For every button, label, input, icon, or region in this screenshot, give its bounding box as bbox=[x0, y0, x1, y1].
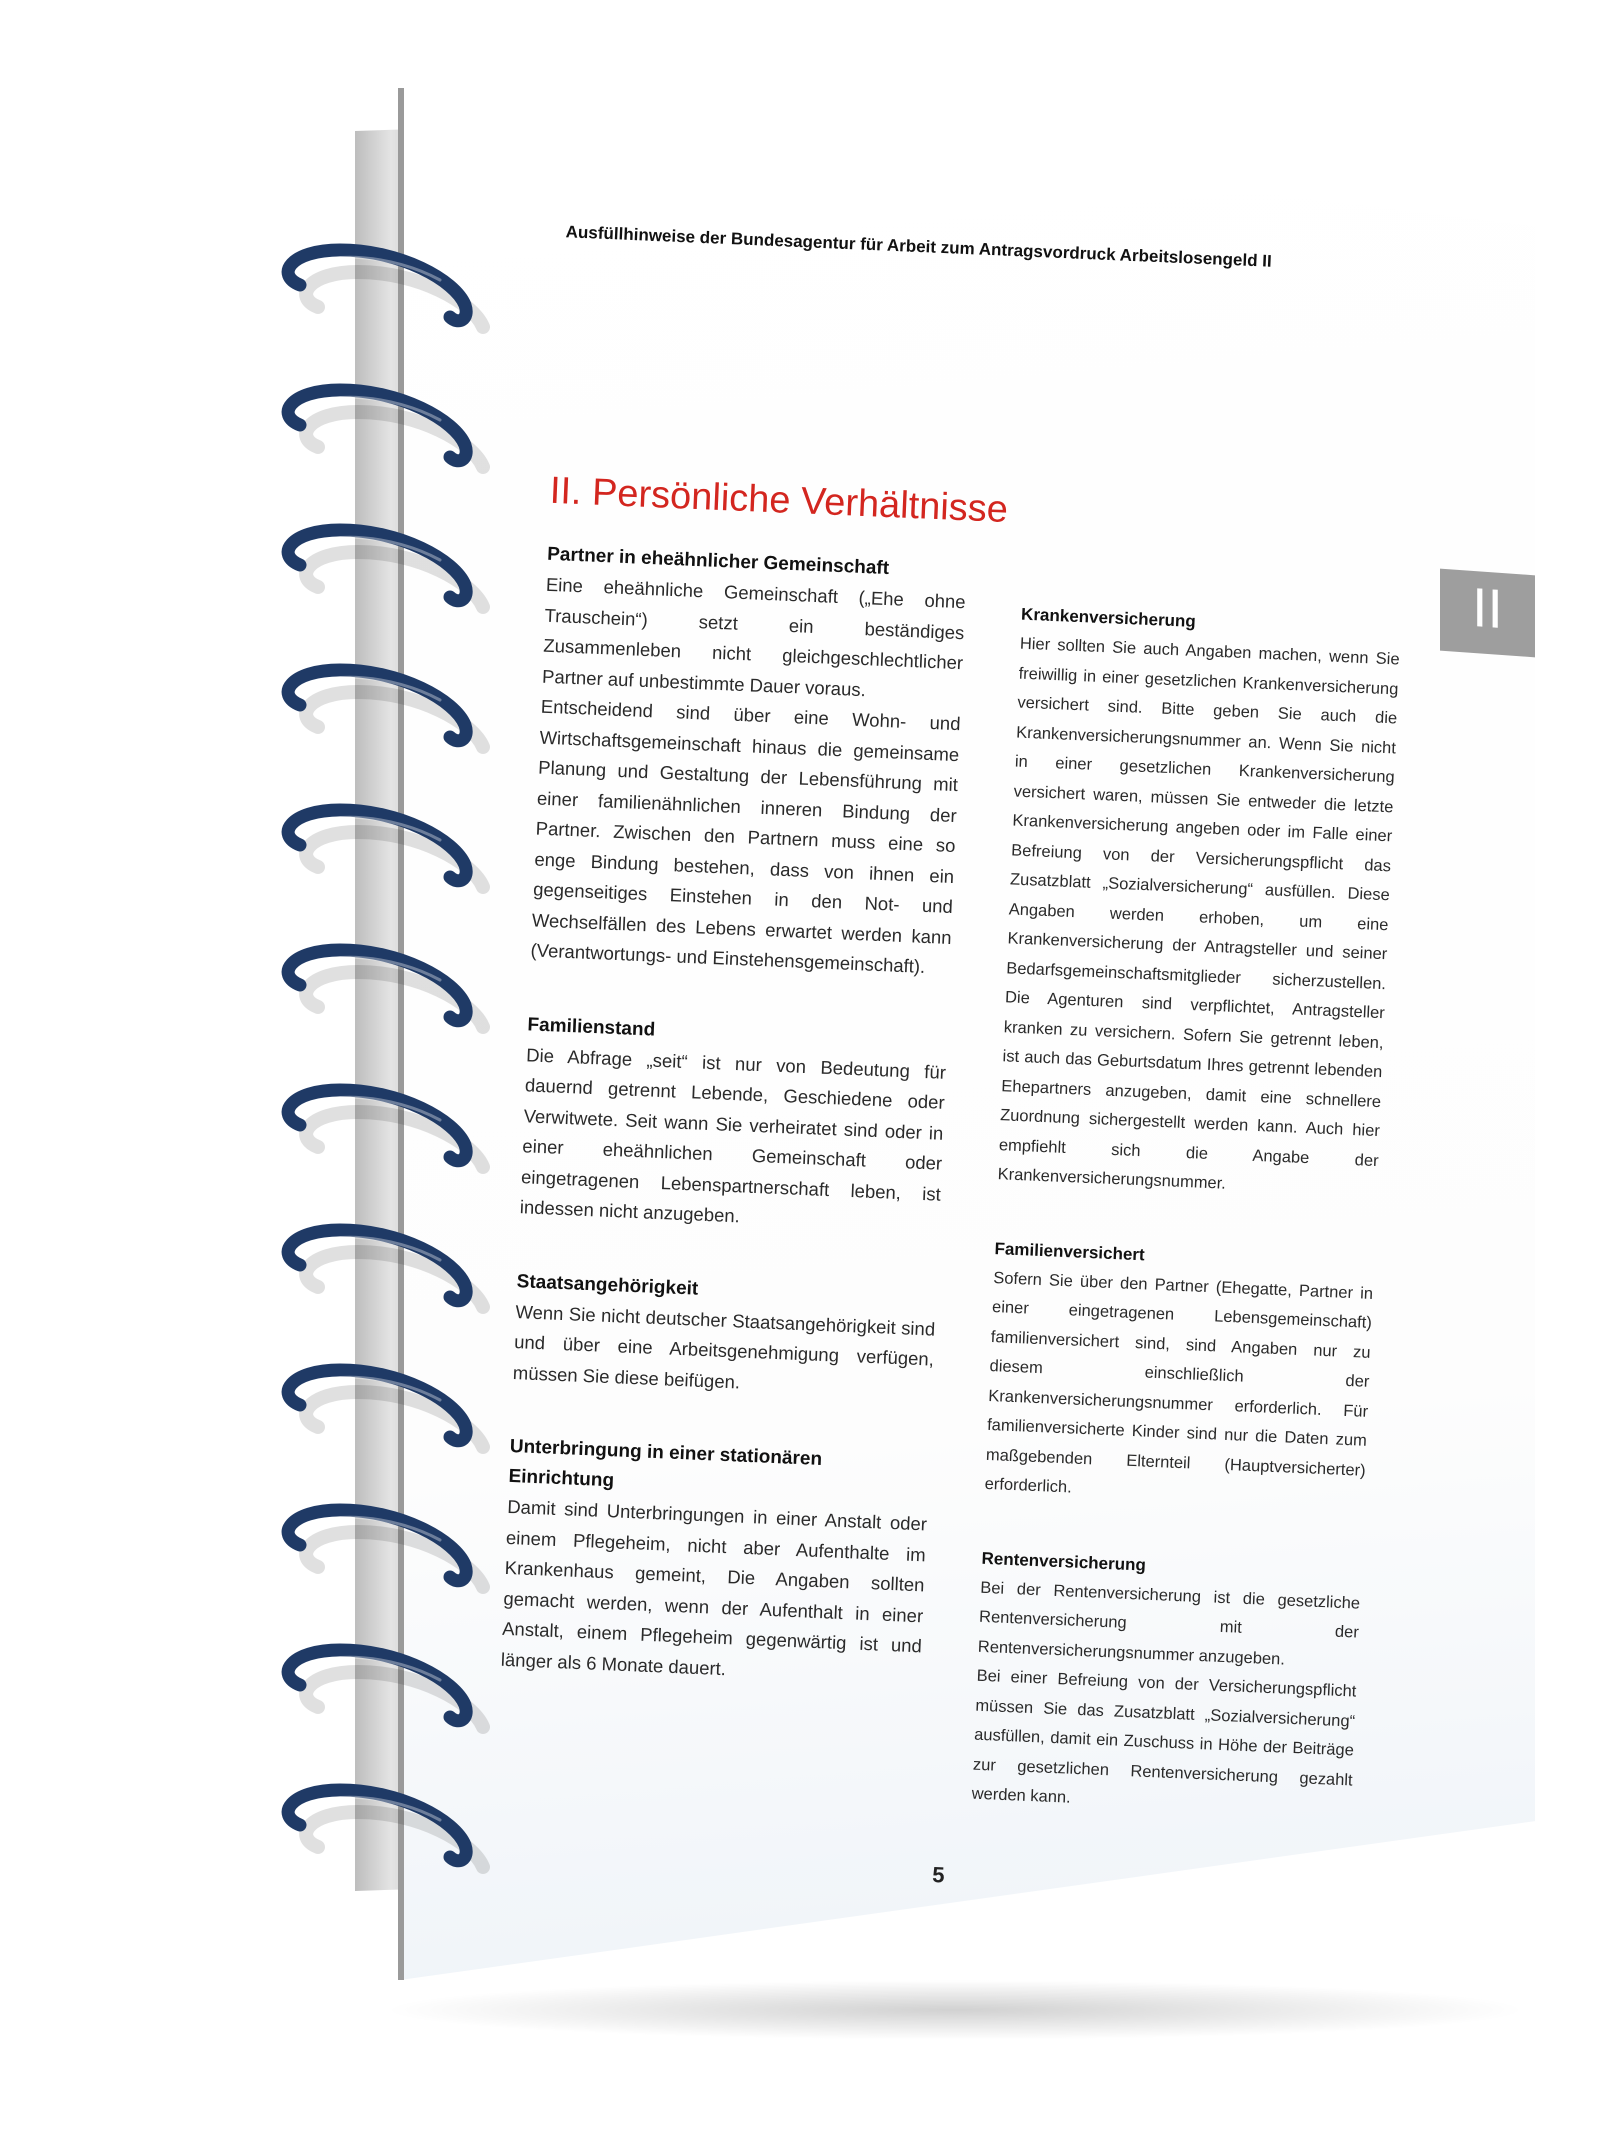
section-familienstand bbox=[519, 1010, 948, 1240]
paragraph: Damit sind Unterbringungen in einer Anstalt oder einem Pflegeheim, nicht aber Aufenthalte im Krankenhaus gemeint, Die Angaben sollten gemacht werden, wenn der Aufenthalt in einer Anstalt, einem Pflegeheim gegenwärtig ist und länger als 6 Monate dauert. bbox=[500, 1495, 928, 1679]
spiral-binding bbox=[270, 220, 490, 2020]
section-heading: Staatsangehörigkeit bbox=[516, 1270, 699, 1300]
paragraph: Hier sollten Sie auch Angaben machen, wenn Sie freiwillig in einer gesetzlichen Krankenversicherung versichert sind. Bitte geben Sie auch die Krankenversicherungsnummer an. Wenn Sie nicht in einer gesetzlichen Krankenversicherung versichert waren, müssen Sie entweder die letzte Krankenversicherung angeben oder im Falle einer Befreiung von der Versicherungspflicht das Zusatzblatt „Sozialversicherung“ ausfüllen. Diese Angaben werden erhoben, um eine Krankenversicherung der Antragsteller und seiner Bedarfsgemeinschaftsmitglieder sicherzustellen. Die Agenturen sind verpflichtet, Antragsteller kranken zu versichern. Sofern Sie getrennt leben, ist auch das Geburtsdatum Ihres getrennt lebenden Ehepartners anzugeben, damit eine schnellere Zuordnung sichergestellt werden kann. Auch hier empfiehlt sich die Angabe der Krankenversicherungsnummer. bbox=[997, 634, 1400, 1193]
spiral-loop bbox=[288, 250, 483, 327]
spiral-loop bbox=[288, 530, 483, 607]
section-heading: Unterbringung in einer stationären Einrichtung bbox=[508, 1435, 823, 1492]
spiral-loop bbox=[288, 810, 483, 887]
right-column bbox=[969, 600, 1401, 1869]
section-tab-label: II bbox=[1472, 578, 1503, 642]
section-title: II. Persönliche Verhältnisse bbox=[549, 469, 1009, 531]
spiral-loop bbox=[288, 390, 483, 467]
spiral-loop bbox=[288, 1790, 483, 1867]
paragraph: Bei einer Befreiung von der Versicherungspflicht müssen Sie das Zusatzblatt „Sozialversicherung“ ausfüllen, damit ein Zuschuss in Höhe der Beiträge zur gesetzlichen Rentenversicherung gezahlt werden kann. bbox=[971, 1666, 1357, 1807]
section-heading: Partner in eheähnlicher Gemeinschaft bbox=[546, 543, 890, 580]
paragraph: Entscheidend sind über eine Wohn- und Wirtschaftsgemeinschaft hinaus die gemeinsame Planung und Gestaltung der Lebensführung mit einer familienähnlichen inneren Bindung der Partner. Zwischen den Partnern muss eine so enge Bindung bestehen, dass von ihnen ein gegenseitiges Einstehen in den Not- und Wechselfällen des Lebens erwartet werden kann (Verantwortungs- und Einstehensgemeinschaft). bbox=[530, 695, 961, 977]
paragraph: Eine eheähnliche Gemeinschaft („Ehe ohne Trauschein“) setzt ein beständiges Zusammenleben nicht gleichgeschlechtlicher Partner auf unbestimmte Dauer voraus. bbox=[541, 573, 967, 700]
section-familienversichert bbox=[984, 1234, 1375, 1516]
spiral-loop bbox=[288, 1370, 483, 1447]
paragraph: Die Abfrage „seit“ ist nur von Bedeutung für dauernd getrennt Lebende, Geschiedene oder Verwitwete. Seit wann Sie verheiratet sind oder in einer eheähnlichen Gemeinschaft oder eingetragenen Lebenspartnerschaft leben, ist indessen nicht anzugeben. bbox=[519, 1043, 947, 1227]
document-header: Ausfüllhinweise der Bundesagentur für Arbeit zum Antragsvordruck Arbeitslosengeld II bbox=[565, 222, 1273, 271]
spiral-loop bbox=[288, 950, 483, 1027]
paragraph: Wenn Sie nicht deutscher Staatsangehörigkeit sind und über eine Arbeitsgenehmigung verfügen, müssen Sie diese beifügen. bbox=[512, 1300, 936, 1393]
section-staatsangehoerigkeit bbox=[512, 1267, 937, 1406]
spiral-loop bbox=[288, 1230, 483, 1307]
section-heading: Krankenversicherung bbox=[1020, 604, 1197, 631]
spiral-loop bbox=[288, 1650, 483, 1727]
page-number: 5 bbox=[931, 1862, 946, 1888]
section-krankenversicherung bbox=[997, 600, 1401, 1206]
section-heading: Rentenversicherung bbox=[981, 1548, 1147, 1575]
paragraph: Sofern Sie über den Partner (Ehegatte, Partner in einer eingetragenen Lebensgemeinschaft) familienversichert sind, sind Angaben nur zu diesem einschließlich der Krankenversicherungsnummer erforderlich. Für familienversicherte Kinder sind nur die Daten zum maßgebenden Elternteil (Hauptversicherter) erforderlich. bbox=[984, 1268, 1374, 1497]
section-partner bbox=[530, 540, 967, 984]
section-heading: Familienversichert bbox=[994, 1238, 1146, 1264]
paragraph: Bei der Rentenversicherung ist die gesetzliche Rentenversicherung mit der Rentenversicherungsnummer anzugeben. bbox=[977, 1578, 1361, 1669]
section-heading: Familienstand bbox=[527, 1013, 656, 1041]
spiral-loop bbox=[288, 670, 483, 747]
left-column bbox=[498, 540, 967, 1737]
spiral-loop bbox=[288, 1090, 483, 1167]
spiral-loop bbox=[288, 1510, 483, 1587]
section-rentenversicherung bbox=[971, 1543, 1362, 1825]
section-unterbringung bbox=[500, 1432, 930, 1692]
